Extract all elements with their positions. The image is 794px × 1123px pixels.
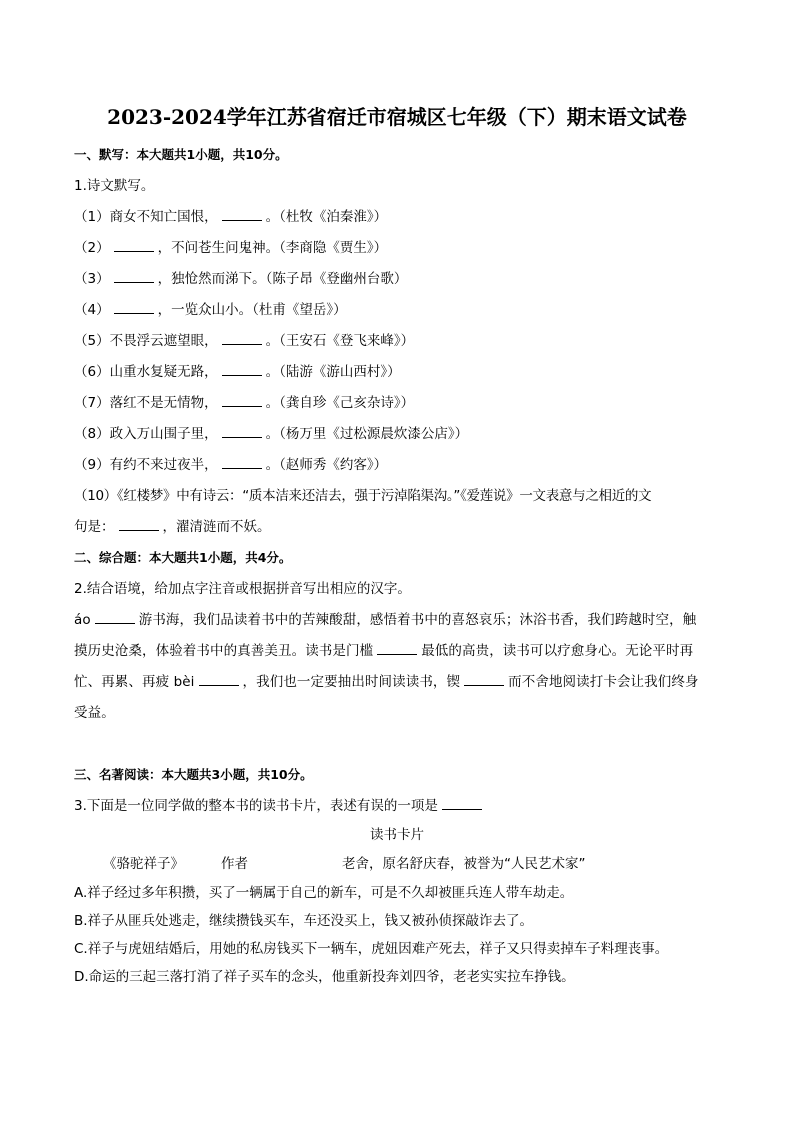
item-5 bbox=[74, 332, 414, 350]
card-author-label: 作者 bbox=[221, 856, 248, 872]
q2-line-3-pre: 忙、再累、再疲 bèi bbox=[74, 674, 195, 690]
item-3-pre: （3） bbox=[74, 271, 110, 287]
item-10-pre: 句是： bbox=[74, 519, 115, 535]
pinyin-ao: áo bbox=[74, 612, 91, 628]
item-2 bbox=[74, 239, 387, 257]
section-2-header: 二、综合题：本大题共1小题，共4分。 bbox=[74, 550, 292, 565]
item-6-pre: （6）山重水复疑无路， bbox=[74, 364, 218, 380]
item-7-post: 。（龚自珍《己亥杂诗》） bbox=[265, 395, 415, 411]
q2-line-2-post: 最低的高贵，读书可以疗愈身心。无论平时再 bbox=[421, 643, 694, 659]
item-6-post: 。（陆游《游山西村》） bbox=[265, 364, 401, 380]
answer-blank-kan[interactable] bbox=[377, 642, 417, 655]
item-1 bbox=[74, 208, 387, 226]
question-1-prompt: 1.诗文默写。 bbox=[74, 178, 155, 194]
item-5-pre: （5）不畏浮云遮望眼， bbox=[74, 333, 218, 349]
q2-line-3-mid: ，我们也一定要抽出时间读读书，锲 bbox=[242, 674, 461, 690]
answer-blank-bei[interactable] bbox=[199, 673, 239, 686]
item-8-pre: （8）政入万山围子里， bbox=[74, 426, 218, 442]
item-2-post: ，不问苍生问鬼神。（李商隐《贾生》） bbox=[157, 240, 388, 256]
item-6 bbox=[74, 363, 401, 381]
card-author-value: 老舍，原名舒庆春，被誉为“人民艺术家” bbox=[342, 856, 586, 872]
item-8-post: 。（杨万里《过松源晨炊漆公店》） bbox=[265, 426, 469, 442]
item-4 bbox=[74, 301, 347, 319]
q2-para-line-4: 受益。 bbox=[74, 705, 115, 721]
answer-blank-7[interactable] bbox=[222, 394, 262, 407]
option-c: C.祥子与虎妞结婚后，用她的私房钱买下一辆车，虎妞因难产死去，祥子又只得卖掉车子料理丧事。 bbox=[74, 941, 669, 957]
answer-blank-1[interactable] bbox=[222, 208, 262, 221]
answer-blank-qie[interactable] bbox=[464, 673, 504, 686]
option-b: B.祥子从匪兵处逃走，继续攒钱买车，车还没买上，钱又被孙侦探敲诈去了。 bbox=[74, 913, 534, 929]
answer-blank-5[interactable] bbox=[222, 332, 262, 345]
answer-blank-4[interactable] bbox=[114, 301, 154, 314]
answer-blank-q3[interactable] bbox=[442, 797, 482, 810]
answer-blank-2[interactable] bbox=[114, 239, 154, 252]
item-4-post: ，一览众山小。（杜甫《望岳》） bbox=[157, 302, 347, 318]
option-a: A.祥子经过多年积攒，买了一辆属于自己的新车，可是不久却被匪兵连人带车劫走。 bbox=[74, 885, 574, 901]
item-1-pre: （1）商女不知亡国恨， bbox=[74, 209, 218, 225]
q2-para-line-2 bbox=[74, 642, 693, 660]
option-d: D.命运的三起三落打消了祥子买车的念头，他重新投奔刘四爷，老老实实拉车挣钱。 bbox=[74, 969, 575, 985]
page-title: 2023-2024学年江苏省宿迁市宿城区七年级（下）期末语文试卷 bbox=[107, 105, 687, 129]
section-1-header: 一、默写：本大题共1小题，共10分。 bbox=[74, 147, 288, 162]
item-7 bbox=[74, 394, 414, 412]
item-3 bbox=[74, 270, 407, 288]
item-10-line-2 bbox=[74, 518, 271, 536]
answer-blank-3[interactable] bbox=[114, 270, 154, 283]
question-3-text: 3.下面是一位同学做的整本书的读书卡片，表述有误的一项是 bbox=[74, 798, 438, 814]
question-3-prompt bbox=[74, 797, 486, 815]
item-7-pre: （7）落红不是无情物， bbox=[74, 395, 218, 411]
card-book: 《骆驼祥子》 bbox=[103, 856, 184, 872]
item-9 bbox=[74, 456, 387, 474]
item-10-line-1: （10）《红楼梦》中有诗云：“质本洁来还洁去，强于污淖陷渠沟。”《爱莲说》一文表意与之相近的文 bbox=[74, 488, 652, 504]
q2-line-2-pre: 摸历史沧桑，体验着书中的真善美丑。读书是门槛 bbox=[74, 643, 374, 659]
q2-para-line-1 bbox=[74, 611, 696, 629]
item-9-pre: （9）有约不来过夜半， bbox=[74, 457, 218, 473]
item-2-pre: （2） bbox=[74, 240, 110, 256]
q2-line-3-post: 而不舍地阅读打卡会让我们终身 bbox=[508, 674, 699, 690]
item-9-post: 。（赵师秀《约客》） bbox=[265, 457, 388, 473]
card-title: 读书卡片 bbox=[370, 827, 424, 843]
answer-blank-9[interactable] bbox=[222, 456, 262, 469]
item-10-post: ，濯清涟而不妖。 bbox=[162, 519, 271, 535]
item-5-post: 。（王安石《登飞来峰》） bbox=[265, 333, 415, 349]
answer-blank-8[interactable] bbox=[222, 425, 262, 438]
q2-line-1-text: 游书海，我们品读着书中的苦辣酸甜，感悟着书中的喜怒哀乐；沐浴书香，我们跨越时空，触 bbox=[138, 612, 697, 628]
section-3-header: 三、名著阅读：本大题共3小题，共10分。 bbox=[74, 767, 313, 782]
item-3-post: ，独怆然而涕下。（陈子昂《登幽州台歌） bbox=[157, 271, 408, 287]
answer-blank-ao[interactable] bbox=[95, 611, 135, 624]
q2-para-line-3 bbox=[74, 673, 699, 691]
item-4-pre: （4） bbox=[74, 302, 110, 318]
answer-blank-6[interactable] bbox=[222, 363, 262, 376]
answer-blank-10[interactable] bbox=[119, 518, 159, 531]
question-2-prompt: 2.结合语境，给加点字注音或根据拼音写出相应的汉字。 bbox=[74, 581, 411, 597]
item-8 bbox=[74, 425, 468, 443]
item-1-post: 。（杜牧《泊秦淮》） bbox=[265, 209, 388, 225]
